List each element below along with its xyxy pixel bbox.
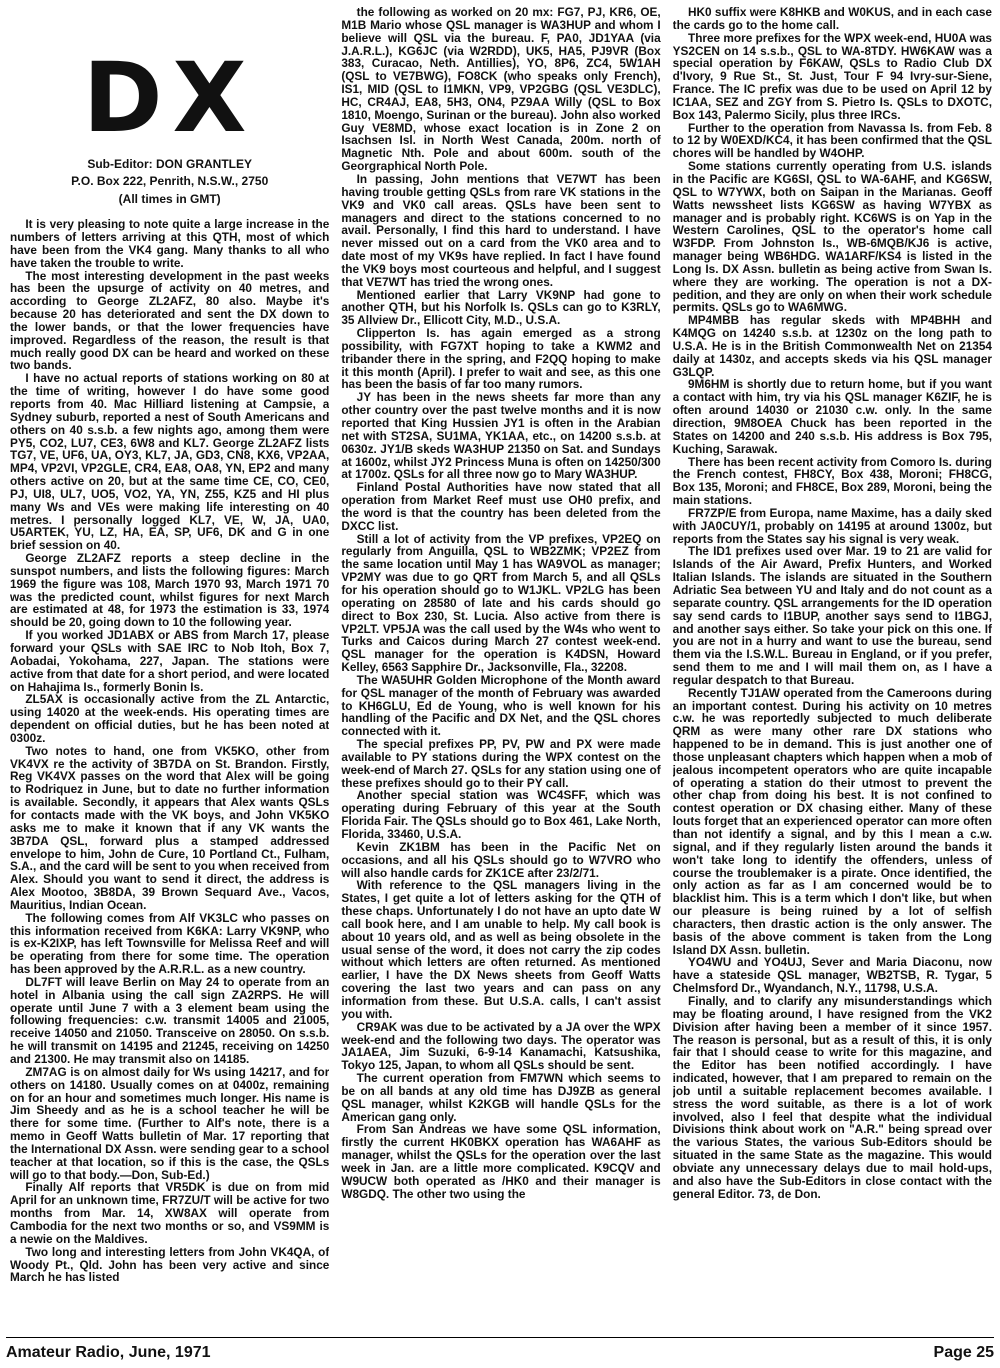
paragraph: FR7ZP/E from Europa, name Maxime, has a daily sked with JA0CUY/1, probably on 14195 at around 1300z, but reports from the States say his signal is very weak. bbox=[672, 505, 992, 546]
paragraph: Further to the operation from Navassa Is. from Feb. 8 to 12 by W0EXD/KC4, it has been confirmed that the QSL chores will be handled by W4OHP. bbox=[672, 120, 992, 161]
paragraph: The current operation from FM7WN which seems to be on all bands at any old time has DJ9ZB as general QSL manager, whilst K2KGB will handle QSLs for the American gang only. bbox=[341, 1071, 661, 1124]
paragraph: 9M6HM is shortly due to return home, but if you want a contact with him, try via his QSL manager K6ZIF, he is often around 14030 or 21030 c.w. only. In the same direction, 9M8OEA Chuck has been reported in the States on 14200 and 240 s.s.b. His address is Box 795, Kuching, Sarawak. bbox=[672, 377, 992, 456]
editor-credits bbox=[10, 156, 329, 208]
paragraph: Some stations currently operating from U.S. islands in the Pacific are KG6SI, QSL to WA-6AHF, and KG6SW, QSL to W7YWX, both on Saipan in the Marianas. Geoff Watts newssheet lists KG6SW as having W7YBX as manager and is probably right. KC6WS is on Yap in the Western Carolines, QSL to the operator's home call W3FDP. From Johnston Is., WB-6MQB/KJ6 is active, manager being WB6HDG. WA1ARF/KS4 is listed in the Long Is. DX Assn. bulletin as being active from Swan Is. where they are working. The operation is not a DX-pedition, and they are only on when their work schedule permits. QSLs go to WA6MWG. bbox=[672, 159, 992, 315]
paragraph: YO4WU and YO4UJ, Sever and Maria Diaconu, now have a stateside QSL manager, WB2TSB, R. Tygar, 5 Chelmsford Dr., Wyandanch, N.Y., 11798, U.S.A. bbox=[672, 955, 992, 996]
page-footer bbox=[6, 1337, 994, 1362]
paragraph: There has been recent activity from Comoro Is. during the French contest, FH8CY, Box 438, Moroni; FH8CG, Box 135, Moroni; and FH8CE, Box 289, Moroni, being the main stations. bbox=[672, 454, 992, 508]
column-1 bbox=[10, 6, 329, 1332]
paragraph: Finland Postal Authorities have now stated that all operation from Market Reef must use OH0 prefix, and the word is that the country has been deleted from the DXCC list. bbox=[341, 480, 661, 533]
paragraph: Finally Alf reports that VR5DK is due on from mid April for an unknown time, FR7ZU/T will be active for two months from Mar. 14, XW8AX will operate from Cambodia for the next two months or so, and VS9MM is a newie on the Maldives. bbox=[10, 1180, 330, 1246]
article-columns bbox=[10, 6, 992, 1332]
column-2 bbox=[341, 6, 660, 1332]
paragraph: Two notes to hand, one from VK5KO, other from VK4VX re the activity of 3B7DA on St. Brandon. Firstly, Reg VK4VX passes on the word that Alex will be going to Rodriquez in June, but to date no further information is available. Secondly, it appears that Alex wants QSLs for contacts made with the VK boys, and John VK5KO asks me to make it known that if any VK wants the 3B7DA QSL, forward plus a stamped addressed envelope to him, John de Cure, 10 Portland Ct., Fulham, S.A., and the card will be sent to you when received from Alex. Should you want to send it direct, the address is Alex Mootoo, 3B8DA, 39 Brown Sequard Ave., Vacos, Mauritius, Indian Ocean. bbox=[10, 743, 330, 912]
paragraph: The following comes from Alf VK3LC who passes on this information received from K6KA: Larry VK9NP, who is ex-K2IXP, has left Townsville for Melissa Reef and will be operating from there for some time. The operation has been approved by the A.R.R.L. as a new country. bbox=[10, 910, 330, 977]
paragraph: The WA5UHR Golden Microphone of the Month award for QSL manager of the month of February was awarded to KH6GLU, Ed de Young, who is well known for his handling of the Pacific and DX Net, and the QSL chores connected with it. bbox=[341, 672, 661, 739]
time-note: (All times in GMT) bbox=[118, 191, 221, 206]
column-3 bbox=[673, 6, 992, 1332]
paragraph: Finally, and to clarify any misunderstandings which may be floating around, I have resigned from the VK2 Division after having been a member of it since 1957. The reason is personal, but as a result of this, it is only fair that I should cease to write for this magazine, and the Editor has been notified accordingly. I have indicated, however, that I am prepared to remain on the job until a suitable replacement becomes available. I stress the word suitable, as there is a lot of work involved, also I feel that despite what the individual Divisions think about work on "A.R." being spread over the various States, the various Sub-Editors should be situated in the same State as the magazine. This would obviate any unnecessary delays due to mail hold-ups, and also have the Sub-Editors in close contact with the general Editor. 73, de Don. bbox=[672, 993, 992, 1201]
editor-name: Sub-Editor: DON GRANTLEY bbox=[87, 157, 252, 171]
paragraph: HK0 suffix were K8HKB and W0KUS, and in each case the cards go to the home call. bbox=[672, 6, 992, 32]
paragraph: Three more prefixes for the WPX week-end, HU0A was YS2CEN on 14 s.s.b., QSL to WA-8TDY. HW6KAW was a special operation by F6KAW, QSLs to Radio Club DX d'Ivory, 9 Rue St., St. Just, Tour F 94 Ivry-sur-Siene, France. The IC prefix was due to be used on April 12 by IC1AA, SEZ and ZGY from S. Pietro Is. QSLs to DXOTC, Box 143, Palermo Sicily, plus three IRCs. bbox=[672, 30, 992, 122]
footer-publication: Amateur Radio, June, 1971 bbox=[6, 1344, 211, 1361]
paragraph: The ID1 prefixes used over Mar. 19 to 21 are valid for Islands of the Air Award, Prefix Hunters, and Worked Italian Islands. The islands are situated in the Southern Adriatic Sea between YU and Italy and do not count as a separate country. QSL arrangements for the ID operation say send cards to I1BUP, another says send to I1BGJ, and another says either. So take your pick on this one. If you are not in a hurry and want to use the bureau, send them via the I.S.W.L. Bureau in England, or if you prefer, send them to me and I will mail them on, as I have a regular despatch to that Bureau. bbox=[672, 544, 992, 687]
paragraph: Recently TJ1AW operated from the Cameroons during an important contest. During his activity on 10 metres c.w. he was reportedly subjected to much deliberate QRM as were many other rare DX stations who happened to be in demand. This is just another one of those unpleasant chapters which happen when a mob of jealous incompetent operators who are quite incapable of operating a station do their utmost to prevent the other chap from doing his best. It is not confined to contest operation or DX chasing either. Many of these louts forget that an experienced operator can more often than not identify a signal, and by this I mean a c.w. signal, and if they regularly listen around the bands it won't take long to identify the offenders, unless of course the troublemaker is a pirate. Once identified, the only action as far as I am concerned would be to blacklist him. This is a term which I don't like, but when our pleasure is being ruined by a lot of selfish characters, then drastic action is the only answer. The basis of the above comment is taken from the Long Island DX Assn. bulletin. bbox=[672, 685, 992, 957]
paragraph: It is very pleasing to note quite a large increase in the numbers of letters arriving at this QTH, most of which have been from the VK4 gang. Many thanks to all who have taken the trouble to write. bbox=[10, 217, 330, 270]
paragraph: Mentioned earlier that Larry VK9NP had gone to another QTH, but his Norfolk Is. QSLs can go to K3RLY, 35 Allview Dr., Ellicott City, M.D., U.S.A. bbox=[341, 287, 661, 328]
paragraph: In passing, John mentions that VE7WT has been having trouble getting QSLs from rare VK stations in the VK9 and VK0 call areas. QSLs have been sent to managers and direct to the stations concerned to no avail. Personally, I find this hard to understand. I have never missed out on a card from the VK0 area and to date most of my VK9s have replied. In fact I have found the VK9 boys most courteous and helpful, and I suggest that VE7WT has tried the wrong ones. bbox=[341, 171, 661, 289]
paragraph: MP4MBB has regular skeds with MP4BHH and K4MQG on 14240 s.s.b. at 1230z on the long path to U.S.A. He is in the British Commonwealth Net on 21354 daily at 1430z, and accepts skeds via his QSL manager G3LQP. bbox=[672, 313, 992, 379]
paragraph: CR9AK was due to be activated by a JA over the WPX week-end and the following two days. The operator was JA1AEA, Jim Suzuki, 6-9-14 Kanamachi, Katsushika, Tokyo 125, Japan, to whom all QSLs should be sent. bbox=[341, 1019, 661, 1073]
paragraph: Still a lot of activity from the VP prefixes, VP2EQ on regularly from Anguilla, QSL to WB2ZMK; VP2EZ from the same location until May 1 has WA9VOL as manager; VP2MY was due to go QRT from March 5, and all QSLs for his operation should go to W1JKL. VP2LG has been operating on 28580 of late and his cards should go direct to Box 230, St. Lucia. Also active from there is VP2LT. VP5JA was the call used by the W4s who went to Turks and Caicos during March 27 contest week-end. QSL manager for the operation is K4DSN, Howard Kelley, 6563 Sapphire Dr., Jacksonville, Fla., 32208. bbox=[341, 531, 661, 675]
paragraph: JY has been in the news sheets far more than any other country over the past twelve months and it is now reported that King Hussien JY1 is often in the Arabian net with ST2SA, SU1MA, YK1AA, etc., on 14200 s.s.b. at 0630z. JY1/B skeds WA3HUP 21350 on Sat. and Sundays at 1600z, whilst JY2 Princess Muna is often on 14250/300 at 1700z. QSLs for all three now go to Mary WA3HUP. bbox=[341, 390, 661, 482]
paragraph: ZM7AG is on almost daily for Ws using 14217, and for others on 14180. Usually comes on at 0400z, remaining on for an hour and sometimes much longer. His name is Jim Sheedy and as he is a school teacher he will be there for some time. (Further to Alf's note, there is a memo in Geoff Watts bulletin of Mar. 17 reporting that the International DX Assn. were sending gear to a school teacher at that location, so if this is the case, the QSLs will go to that body.—Don, Sub-Ed.) bbox=[10, 1064, 330, 1182]
paragraph: The special prefixes PP, PV, PW and PX were made available to PY stations during the WPX contest on the week-end of March 27. QSLs for any station using one of these prefixes should go to their PY call. bbox=[341, 737, 661, 790]
section-title: DX bbox=[82, 42, 257, 154]
paragraph: The most interesting development in the past weeks has been the upsurge of activity on 40 metres, and according to George ZL2AFZ, 80 also. Maybe it's because 20 has deteriorated and sent the DX down to the lower bands, or that the lower frequencies have improved. Regardless of the reason, the result is that much really good DX can be heard and worked on these two bands. bbox=[10, 268, 330, 373]
footer-page-number: Page 25 bbox=[933, 1344, 994, 1361]
paragraph: Two long and interesting letters from John VK4QA, of Woody Pt., Qld. John has been very active and since March he has listed bbox=[10, 1244, 330, 1285]
paragraph: ZL5AX is occasionally active from the ZL Antarctic, using 14020 at the week-ends. His operating times are dependent on official duties, but he has been noted at 0300z. bbox=[10, 692, 330, 745]
paragraph: Clipperton Is. has again emerged as a strong possibility, with FG7XT hoping to take a KWM2 and tribander there in the spring, and F2QQ hoping to make it this month (April). I prefer to wait and see, as this one has been the basis of far too many rumors. bbox=[341, 326, 661, 392]
editor-address: P.O. Box 222, Penrith, N.S.W., 2750 bbox=[71, 174, 269, 189]
paragraph: Another special station was WC4SFF, which was operating during February of this year at the South Florida Fair. The QSLs should go to Box 461, Lake North, Florida, 33460, U.S.A. bbox=[341, 788, 661, 841]
paragraph: DL7FT will leave Berlin on May 24 to operate from an hotel in Albania using the call sign ZA2RPS. He will operate until June 7 with a 3 element beam using the following frequencies: c.w. transmit 14005 and 21005, receive 14050 and 21050. Transceive on 28050. On s.s.b. he will transmit on 14195 and 21245, receiving on 14250 and 21300. He may transmit also on 14185. bbox=[10, 974, 330, 1067]
paragraph: Kevin ZK1BM has been in the Pacific Net on occasions, and all his QSLs should go to W7VRO who will also handle cards for ZK1CE after 23/2/71. bbox=[341, 839, 661, 880]
paragraph: From San Andreas we have some QSL information, firstly the current HK0BKX operation has WA6AHF as manager, whilst the QSLs for the operation over the last week in Jan. are a little more complicated. K9CQV and W9UCW both operated as /HK0 and their manager is W8GDQ. The other two using the bbox=[341, 1122, 661, 1201]
paragraph: If you worked JD1ABX or ABS from March 17, please forward your QSLs with SAE IRC to Nob Itoh, Box 7, Aobadai, Yokohama, 227, Japan. The stations were active from that date for a short period, and were located on Hahajima Is., formerly Bonin Is. bbox=[10, 628, 330, 694]
paragraph: the following as worked on 20 mx: FG7, PJ, KR6, OE, M1B Mario whose QSL manager is WA3HUP and whom I believe will QSL via the bureau. F, PA0, JD1YAA (via J.A.R.L.), KG6JC (via W2RDD), UK5, HA5, PJ9VR (Box 383, Curacao, Neth. Antillies), YO, 8P6, ZC4, 5W1AH (QSL to VE7BWG), FO8CK (who speaks only French), IS1, MID (QSL to I1MKN, VP9, VP2GBG (QSL VE3DLC), HC, CR4AJ, EA8, 5H3, ON4, PZ9AA Willy (QSL to Box 1810, Moengo, Surinan or the bureau). John also worked Guy VE8MD, whose exact location is in Zone 2 on Isachsen Isl. in North West Canada, 200m. north of Magnetic Nth. Pole and about 600m. south of the Georgraphical North Pole. bbox=[341, 6, 661, 174]
paragraph: I have no actual reports of stations working on 80 at the time of writing, however I do have some good reports from 40. Mac Hilliard listening at Campsie, a Sydney suburb, reported a nest of South Americans and others on 40 s.s.b. a few nights ago, among them were PY5, CO2, LU7, CE3, 6W8 and KL7. George ZL2AFZ lists TG7, VE, UF6, UA, OY3, KL7, JA, GD3, CN8, KX6, VP2AA, MP4, VP2VI, VP2GLE, CR4, EA8, OA8, YN, EP2 and many others active on 20, but at the same time CE, CO, CE0, PJ, UI8, UL7, UO5, VO2, YA, YN, Z55, KZ5 and HI plus many Ws and VEs were making life interesting on 40 metres. I personally logged KL7, VE, W, JA, UA0, U5ARTEK, YU, LZ, HA, EA, SP, UF6, DK and G in one brief session on 40. bbox=[10, 371, 330, 553]
paragraph: George ZL2AFZ reports a steep decline in the sunspot numbers, and lists the following figures: March 1969 the figure was 108, March 1970 93, March 1971 70 was the predicted count, whilst figures for next March are estimated at 48, for 1973 the estimation is 33, 1974 should be 20, going down to 10 the following year. bbox=[10, 551, 330, 630]
paragraph: With reference to the QSL managers living in the States, I get quite a lot of letters asking for the QTH of these chaps. Unfortunately I do not have an upto date W call book here, and I am unable to help. My call book is about 10 years old, and as well as being obsolete in the usual sense of the word, it does not carry the zip codes without which letters are often returned. As mentioned earlier, I have the DX News sheets from Geoff Watts covering the last two years and can pass on any information from these. But U.S.A. calls, I can't assist you with. bbox=[341, 878, 661, 1021]
